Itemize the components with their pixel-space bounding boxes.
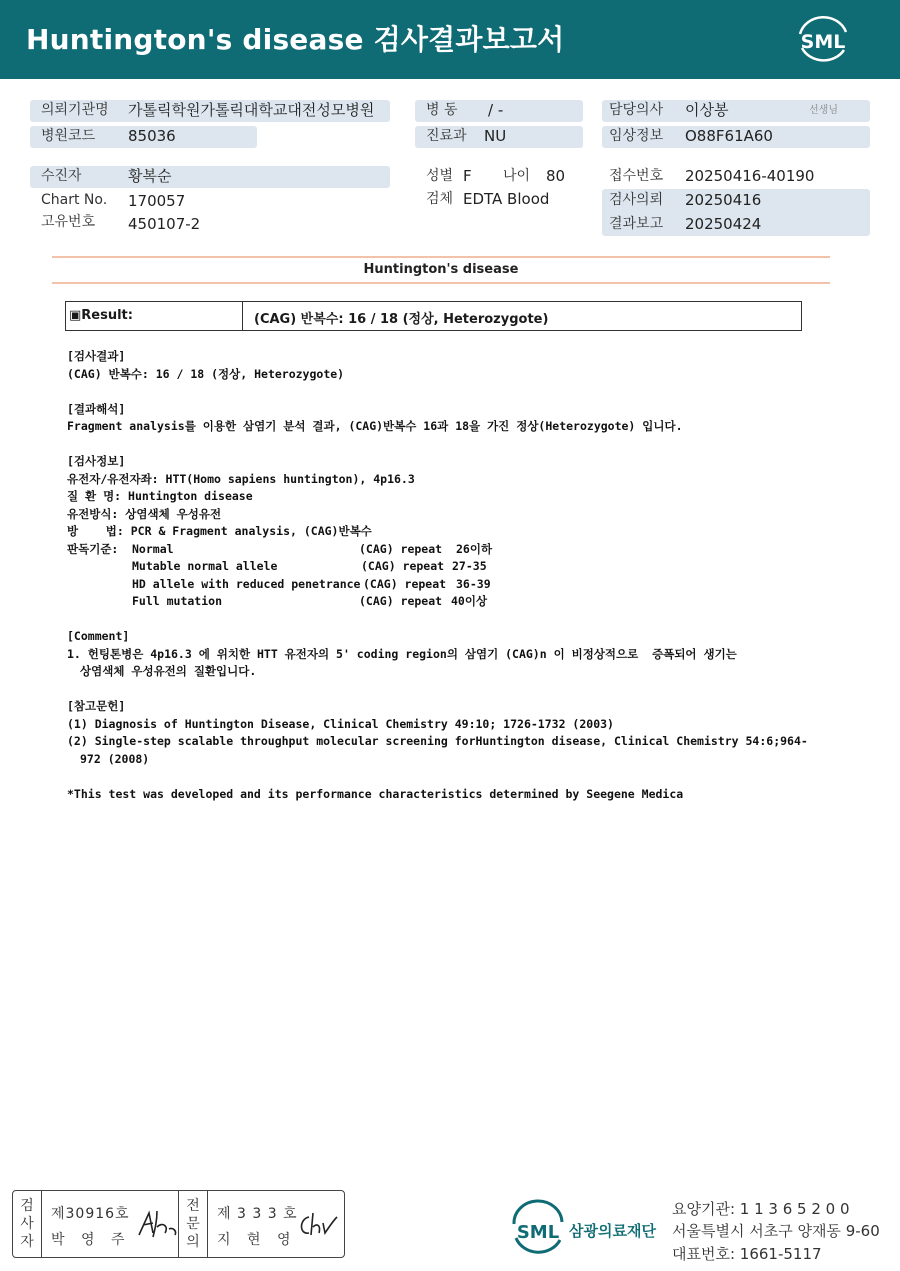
- ward-label: 병 동: [426, 102, 458, 118]
- inheritance-line: 유전방식: 상염색체 우성유전: [67, 506, 222, 521]
- criteria-repeat: (CAG) repeat: [359, 541, 443, 556]
- section-rule-top: [52, 256, 830, 258]
- reference-item: (2) Single-step scalable throughput molecular screening forHuntington disease, Clinical Chemistry 54:6;964-: [67, 734, 808, 748]
- care-institution-no: 요양기관: 1 1 3 6 5 2 0 0: [672, 1200, 850, 1218]
- hospital-code-label: 병원코드: [41, 128, 96, 144]
- request-date-value: 20250416: [685, 191, 762, 209]
- signature-icon: [135, 1207, 181, 1241]
- chart-label: Chart No.: [41, 192, 108, 208]
- criteria-row: [67, 576, 847, 594]
- report-header: [0, 0, 900, 79]
- sex-value: F: [463, 167, 472, 185]
- sml-logo-text: SML: [800, 31, 846, 53]
- org-phone: 대표번호: 1661-5117: [672, 1245, 822, 1263]
- sml-footer-logo-icon: [508, 1198, 568, 1258]
- ward-value: / -: [488, 101, 504, 119]
- reception-no-value: 20250416-40190: [685, 167, 815, 185]
- criteria-name: HD allele with reduced penetrance: [132, 576, 361, 591]
- interp-line: Fragment analysis를 이용한 삼염기 분석 결과, (CAG)반복수 16과 18을 가진 정상(Heterozygote) 입니다.: [67, 419, 683, 433]
- result-label: ▣Result:: [66, 302, 243, 330]
- institution-label: 의뢰기관명: [41, 102, 109, 118]
- criteria-repeat: (CAG) repeat: [359, 594, 443, 608]
- department-value: NU: [484, 127, 507, 145]
- unique-id-label: 고유번호: [41, 214, 96, 230]
- criteria-name: Mutable normal allele: [132, 559, 278, 573]
- signature-stamp: [12, 1190, 345, 1258]
- sml-logo-icon: [792, 12, 854, 66]
- stamp-left-vertical: 검 사 자: [20, 1198, 34, 1250]
- comment-line: 1. 헌팅톤병은 4p16.3 에 위치한 HTT 유전자의 5' coding region의 삼염기 (CAG)n 이 비정상적으로 증폭되어 생기는: [67, 646, 737, 661]
- stamp-left-name: 박 영 주: [51, 1232, 131, 1248]
- interp-heading: [결과해석]: [67, 401, 126, 416]
- sex-label: 성별: [426, 168, 454, 184]
- clinical-info-value: O88F61A60: [685, 127, 773, 145]
- clinical-info-label: 임상정보: [609, 128, 664, 144]
- criteria-label: 판독기준:: [67, 541, 119, 556]
- gene-line: 유전자/유전자좌: HTT(Homo sapiens huntington), 4p16.3: [67, 471, 415, 486]
- doctor-value: 이상봉: [685, 101, 729, 119]
- patient-value: 황복순: [128, 167, 172, 185]
- signature-icon: [295, 1209, 339, 1241]
- report-body: [67, 348, 847, 803]
- org-address: 서울특별시 서초구 양재동 9-60: [672, 1222, 880, 1240]
- org-name: 삼광의료재단: [569, 1222, 656, 1240]
- method-line: 방 법: PCR & Fragment analysis, (CAG)반복수: [67, 524, 372, 538]
- section-title: Huntington's disease: [363, 262, 519, 277]
- criteria-name: Full mutation: [132, 594, 223, 608]
- hospital-code-value: 85036: [128, 127, 176, 145]
- disclaimer: *This test was developed and its performance characteristics determined by Seegene Medica: [67, 786, 684, 801]
- criteria-name: Normal: [132, 541, 174, 556]
- sml-footer-logo-text: SML: [516, 1222, 560, 1243]
- request-date-label: 검사의뢰: [609, 192, 664, 208]
- criteria-range: 27-35: [452, 559, 487, 573]
- reception-no-label: 접수번호: [609, 168, 664, 184]
- unique-id-value: 450107-2: [128, 215, 201, 233]
- result-value: (CAG) 반복수: 16 / 18 (정상, Heterozygote): [254, 312, 549, 327]
- chart-value: 170057: [128, 192, 186, 210]
- criteria-range: 36-39: [456, 576, 491, 591]
- age-value: 80: [546, 167, 566, 185]
- specimen-value: EDTA Blood: [463, 190, 550, 208]
- criteria-row: [67, 593, 847, 611]
- info-heading: [검사정보]: [67, 454, 126, 468]
- criteria-range: 26이하: [456, 541, 493, 556]
- comment-line: 상염색체 우성유전의 질환입니다.: [80, 664, 257, 678]
- patient-pill: [30, 166, 390, 188]
- result-heading: [검사결과]: [67, 349, 126, 363]
- doctor-label: 담당의사: [609, 102, 664, 118]
- comment-heading: [Comment]: [67, 629, 130, 643]
- disease-line: 질 환 명: Huntington disease: [67, 489, 253, 503]
- criteria-row: [67, 558, 847, 576]
- age-label: 나이: [503, 168, 531, 184]
- stamp-right-vertical: 전 문 의: [186, 1198, 200, 1250]
- report-date-value: 20250424: [685, 215, 762, 233]
- stamp-left-no: 제30916호: [51, 1206, 130, 1222]
- report-date-label: 결과보고: [609, 216, 664, 232]
- ref-heading: [참고문헌]: [67, 699, 126, 713]
- result-box: [65, 301, 802, 331]
- specimen-label: 검체: [426, 191, 454, 207]
- criteria-repeat: (CAG) repeat: [363, 576, 447, 591]
- criteria-range: 40이상: [451, 594, 488, 608]
- institution-value: 가톨릭학원가톨릭대학교대전성모병원: [128, 101, 375, 119]
- section-rule-bottom: [52, 282, 830, 284]
- patient-label: 수진자: [41, 168, 82, 184]
- department-label: 진료과: [426, 128, 467, 144]
- stamp-right-name: 지 현 영: [217, 1232, 297, 1248]
- stamp-right-no: 제 3 3 3 호: [217, 1206, 298, 1222]
- reference-item: (1) Diagnosis of Huntington Disease, Clinical Chemistry 49:10; 1726-1732 (2003): [67, 716, 614, 731]
- result-line: (CAG) 반복수: 16 / 18 (정상, Heterozygote): [67, 366, 345, 381]
- criteria-row: [67, 541, 847, 559]
- criteria-repeat: (CAG) repeat: [361, 559, 445, 573]
- reference-item: 972 (2008): [80, 751, 150, 766]
- report-title: Huntington's disease 검사결과보고서: [26, 23, 565, 56]
- doctor-suffix: 선생님: [809, 105, 838, 116]
